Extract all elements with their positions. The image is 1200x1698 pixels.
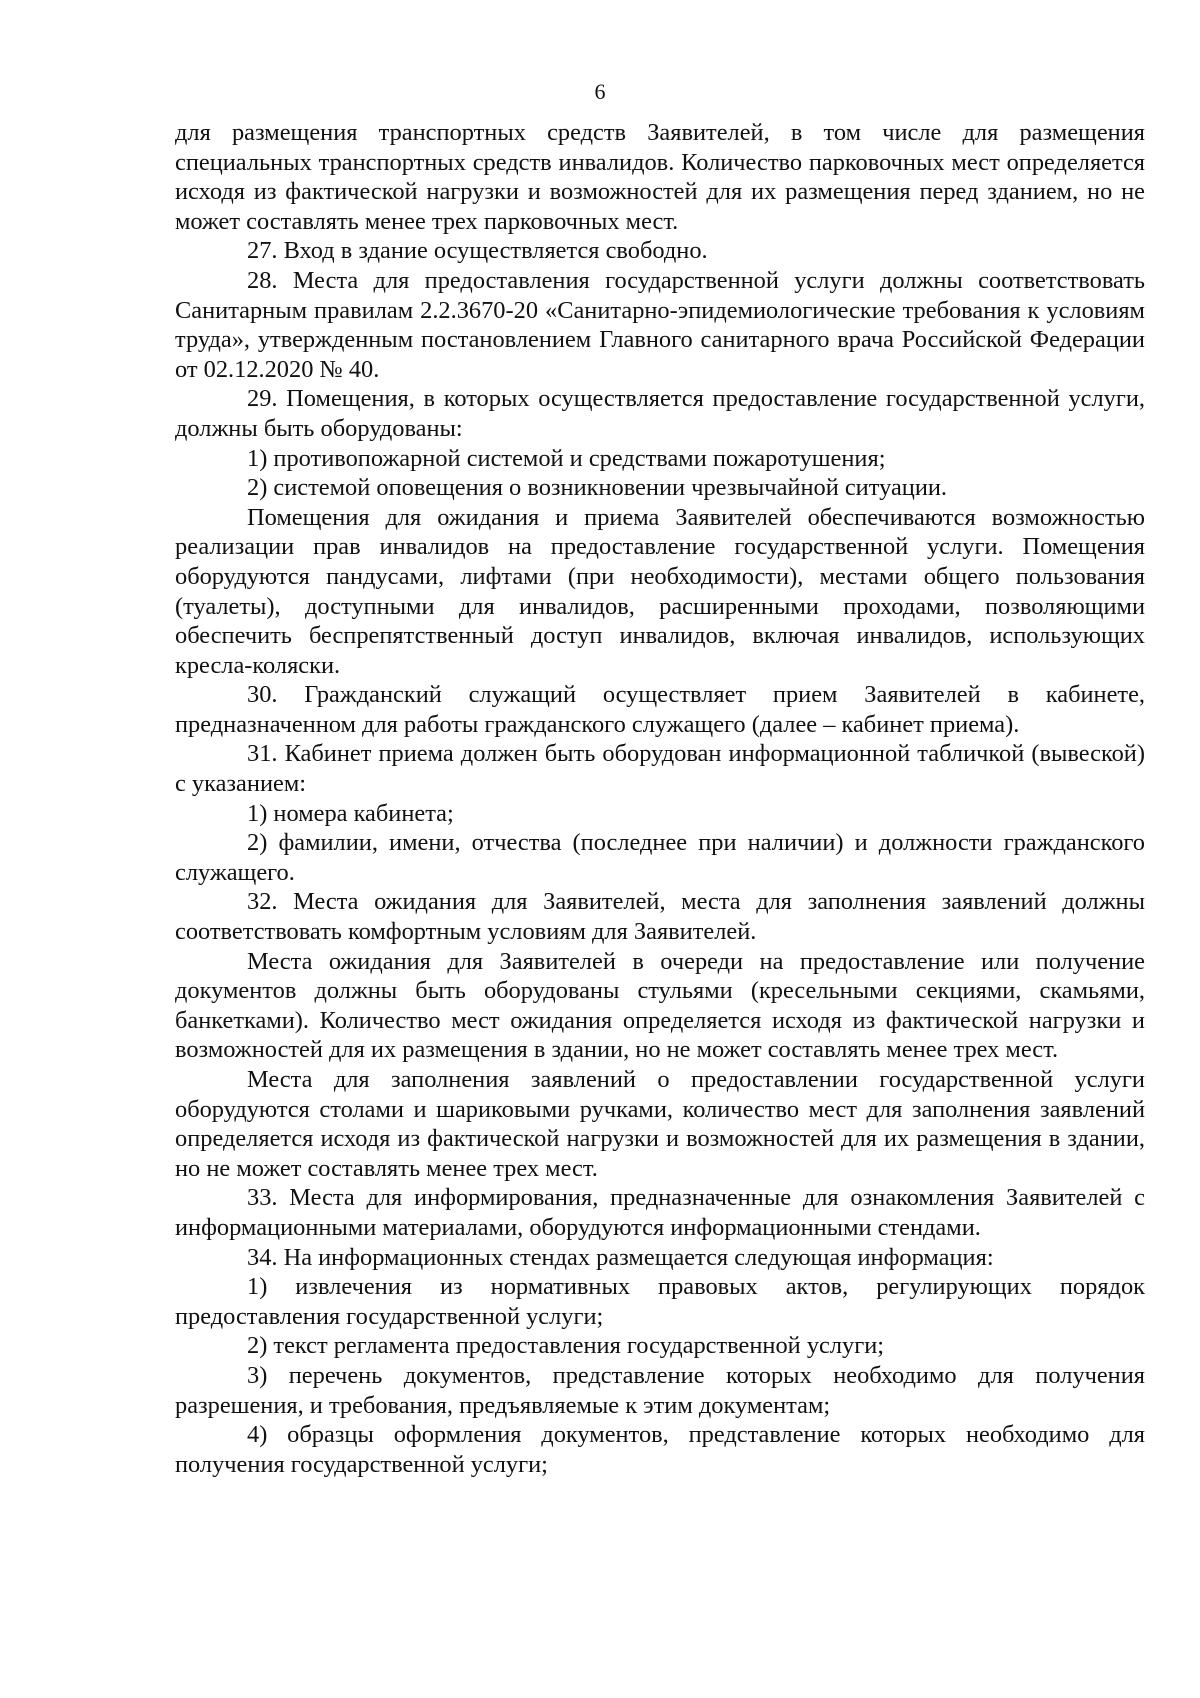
document-body [175,118,1145,1479]
paragraph-29-item-1: 1) противопожарной системой и средствами пожаротушения; [247,444,886,472]
paragraph-29-item-2: 2) системой оповещения о возникновении чрезвычайной ситуации. [247,474,948,502]
paragraph-31-item-2: 2) фамилии, имени, отчества (последнее при наличии) и должности гражданского служащего. [175,829,1145,886]
paragraph-34-item-3: 3) перечень документов, представление которых необходимо для получения разрешения, и требования, предъявляемые к этим документам; [175,1361,1145,1419]
paragraph-30: 30. Гражданский служащий осуществляет прием Заявителей в кабинете, предназначенном для работы гражданского служащего (далее – кабинет приема). [175,681,1145,738]
paragraph-33: 33. Места для информирования, предназначенные для ознакомления Заявителей с информационными материалами, оборудуются информационными стендами. [175,1184,1145,1241]
paragraph-continuation: для размещения транспортных средств Заявителей, в том числе для размещения специальных транспортных средств инвалидов. Количество парковочных мест определяется исходя из фактической нагрузки и возможностей для их размещения перед зданием, но не может составлять менее трех парковочных мест. [175,119,1145,235]
paragraph-28: 28. Места для предоставления государственной услуги должны соответствовать Санитарным правилам 2.2.3670-20 «Санитарно-эпидемиологические требования к условиям труда», утвержденным постановлением Главного санитарного врача Российской Федерации от 02.12.2020 № 40. [175,266,1145,383]
paragraph-31-item-1: 1) номера кабинета; [247,799,454,827]
page-number: 6 [594,79,606,104]
paragraph-27: 27. Вход в здание осуществляется свободно. [247,237,708,265]
paragraph-34-item-2: 2) текст регламента предоставления государственной услуги; [247,1332,885,1360]
paragraph-34-item-4: 4) образцы оформления документов, представление которых необходимо для получения государственной услуги; [175,1421,1145,1478]
paragraph-34: 34. На информационных стендах размещается следующая информация: [247,1243,994,1271]
paragraph-34-item-1: 1) извлечения из нормативных правовых актов, регулирующих порядок предоставления государственной услуги; [175,1273,1145,1330]
paragraph-32: 32. Места ожидания для Заявителей, места для заполнения заявлений должны соответствовать комфортным условиям для Заявителей. [175,888,1145,946]
paragraph-filling-places: Места для заполнения заявлений о предоставлении государственной услуги оборудуются столами и шариковыми ручками, количество мест для заполнения заявлений определяется исходя из фактической нагрузки и возможностей для их размещения в здании, но не может составлять менее трех мест. [175,1066,1145,1182]
paragraph-29: 29. Помещения, в которых осуществляется предоставление государственной услуги, должны быть оборудованы: [175,385,1145,442]
paragraph-31: 31. Кабинет приема должен быть оборудован информационной табличкой (вывеской) с указанием: [175,740,1145,798]
paragraph-accessibility: Помещения для ожидания и приема Заявителей обеспечиваются возможностью реализации прав инвалидов на предоставление государственной услуги. Помещения оборудуются пандусами, лифтами (при необходимости), местами общего пользования (туалеты), доступными для инвалидов, расширенными проходами, позволяющими обеспечить беспрепятственный доступ инвалидов, включая инвалидов, использующих кресла-коляски. [175,503,1145,679]
paragraph-waiting-places: Места ожидания для Заявителей в очереди на предоставление или получение документов должны быть оборудованы стульями (кресельными секциями, скамьями, банкетками). Количество мест ожидания определяется исходя из фактической нагрузки и возможностей для их размещения в здании, но не может составлять менее трех мест. [175,947,1145,1064]
